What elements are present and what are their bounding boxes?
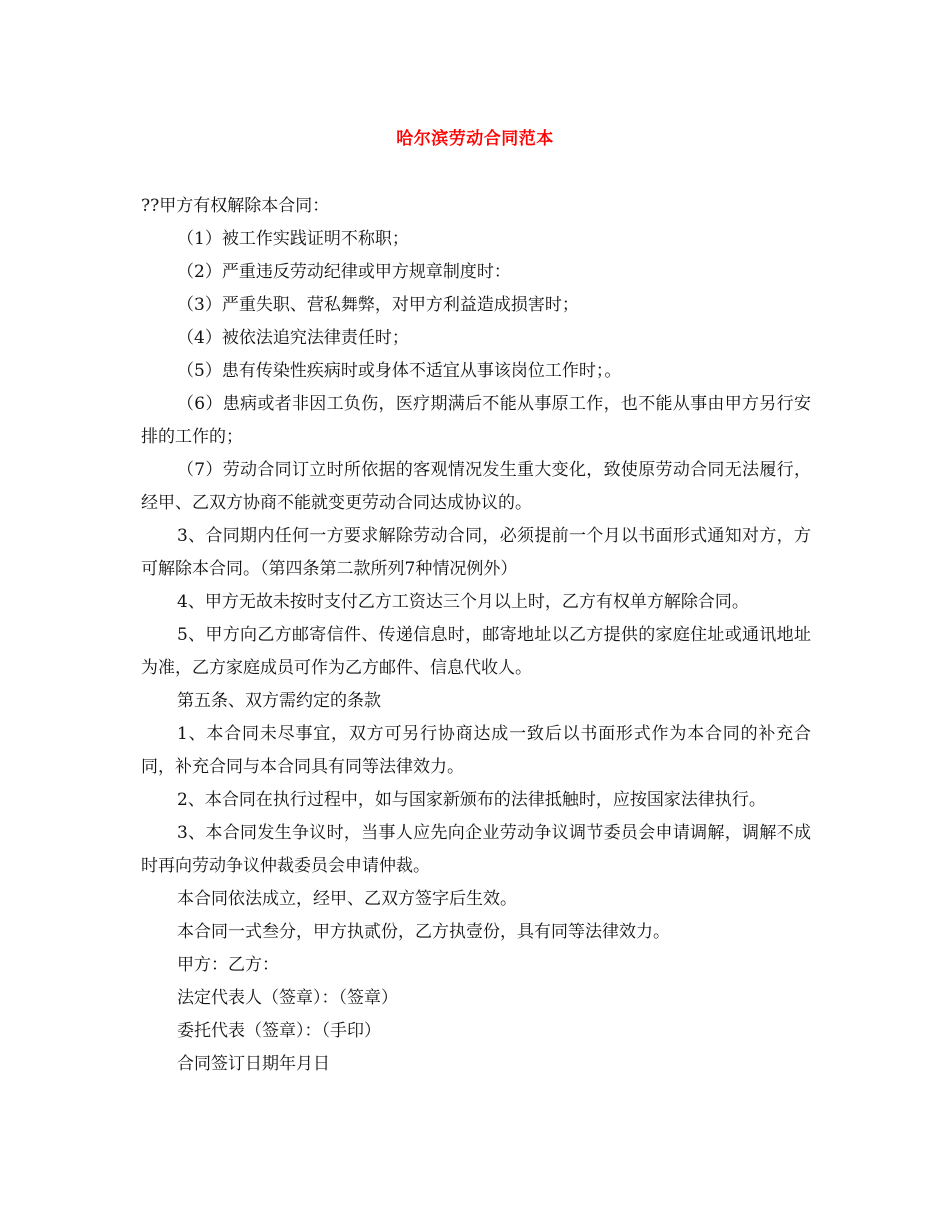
paragraph: 本合同一式叁分，甲方执贰份，乙方执壹份，具有同等法律效力。 [177,922,670,942]
paragraph: （7）劳动合同订立时所依据的客观情况发生重大变化，致使原劳动合同无法履行，经甲、乙双方协商不能就变更劳动合同达成协议的。 [141,460,811,513]
paragraph: （2）严重违反劳动纪律或甲方规章制度时： [177,262,511,282]
paragraph: （6）患病或者非因工负伤，医疗期满后不能从事原工作，也不能从事由甲方另行安排的工作的； [141,394,811,447]
paragraph: （4）被依法追究法律责任时； [177,328,409,348]
paragraph: 委托代表（签章）：（手印） [177,1021,381,1041]
paragraph: 甲方：乙方： [177,955,279,975]
paragraph: 3、合同期内任何一方要求解除劳动合同，必须提前一个月以书面形式通知对方，方可解除本合同。（第四条第二款所列7种情况例外） [141,526,811,579]
paragraph: 本合同依法成立，经甲、乙双方签字后生效。 [177,889,517,909]
paragraph: （1）被工作实践证明不称职； [177,229,409,249]
paragraph: 5、甲方向乙方邮寄信件、传递信息时，邮寄地址以乙方提供的家庭住址或通讯地址为准，乙方家庭成员可作为乙方邮件、信息代收人。 [141,625,811,678]
document-body [141,190,811,1081]
paragraph: 1、本合同未尽事宜，双方可另行协商达成一致后以书面形式作为本合同的补充合同，补充合同与本合同具有同等法律效力。 [141,724,811,777]
paragraph: 第五条、双方需约定的条款 [177,691,381,711]
paragraph: 法定代表人（签章）：（签章） [177,988,398,1008]
paragraph: 合同签订日期年月日 [177,1054,330,1074]
paragraph: （3）严重失职、营私舞弊，对甲方利益造成损害时； [177,295,579,315]
paragraph: ??甲方有权解除本合同： [141,196,330,216]
paragraph: （5）患有传染性疾病时或身体不适宜从事该岗位工作时；。 [177,361,622,381]
paragraph: 4、甲方无故未按时支付乙方工资达三个月以上时，乙方有权单方解除合同。 [177,592,749,612]
paragraph: 2、本合同在执行过程中，如与国家新颁布的法律抵触时，应按国家法律执行。 [177,790,766,810]
document-title: 哈尔滨劳动合同范本 [396,129,554,149]
paragraph: 3、本合同发生争议时，当事人应先向企业劳动争议调节委员会申请调解，调解不成时再向劳动争议仲裁委员会申请仲裁。 [141,823,811,876]
